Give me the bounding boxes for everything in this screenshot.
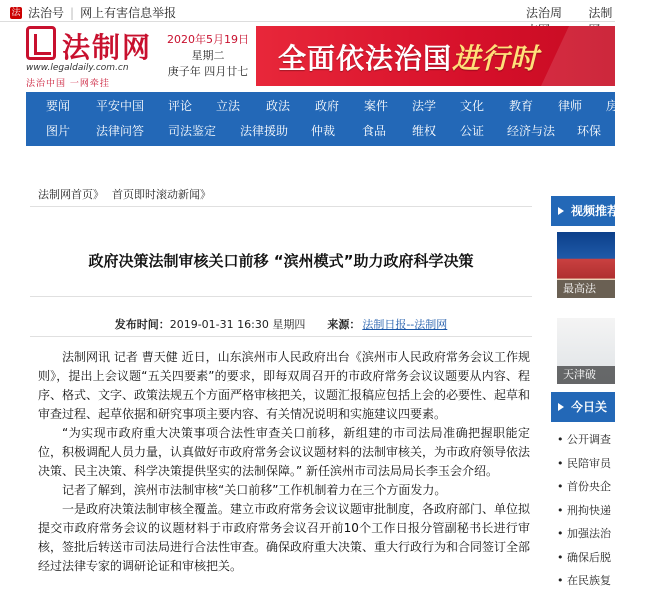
today-section-header (551, 392, 615, 422)
list-item[interactable]: • 民陪审员 (557, 452, 615, 476)
publish-time: 2019-01-31 16:30 星期四 (169, 318, 306, 331)
header-banner[interactable] (256, 26, 615, 86)
list-item[interactable]: • 加强法治 (557, 522, 615, 546)
breadcrumb (38, 186, 211, 202)
sidebar (551, 196, 620, 600)
today-section-title: 今日关 (571, 400, 608, 414)
top-bar-left (10, 4, 176, 21)
top-bar-divider: | (70, 5, 75, 20)
breadcrumb-home-link[interactable]: 法制网首页 (38, 188, 93, 201)
nav-item-weiquan[interactable]: 维权 (412, 124, 437, 138)
article-paragraph: “为实现市政府重大决策事项合法性审查关口前移，新组建的市司法局准确把握职能定位，积极调配人员力量，认真做好市政府常务会议议题材料的法制审核关，为市政府领导依法决策、民主决策、科学决策提供坚实的法制保障。” 新任滨州市司法局局长李玉会介绍。 (38, 426, 531, 478)
nav-item-anjian[interactable]: 案件 (364, 99, 389, 113)
date-lunar: 庚子年 四月廿七 (167, 65, 249, 78)
article-body (38, 348, 530, 576)
fazhihao-icon: 法 (11, 7, 21, 18)
nav-item-zhengfu[interactable]: 政府 (315, 99, 340, 113)
report-harmful-info-link[interactable]: 网上有害信息举报 (80, 6, 177, 20)
logo-mark-icon (26, 26, 56, 60)
triangle-right-icon (558, 403, 564, 411)
triangle-right-icon (558, 207, 564, 215)
logo-text: 法制网 (62, 31, 153, 64)
top-bar (0, 0, 615, 22)
today-news-list (557, 428, 615, 593)
banner-text (278, 37, 539, 77)
date-block (166, 32, 250, 80)
title-divider (30, 296, 532, 297)
source-label: 来源： (327, 318, 361, 331)
nav-item-shipin[interactable]: 食品 (362, 124, 387, 138)
site-header (0, 22, 615, 90)
logo-url: www.legaldaily.com.cn (26, 63, 129, 73)
article-paragraph: 记者了解到，滨州市法制审核“关口前移”工作机制着力在三个方面发力。 (62, 483, 447, 497)
banner-decoration (541, 26, 649, 86)
nav-item-huanbao[interactable]: 环保 (577, 124, 602, 138)
date-gregorian: 2020年5月19日 (167, 33, 249, 46)
video-section-header (551, 196, 620, 226)
nav-item-falvwenda[interactable]: 法律问答 (96, 124, 145, 138)
nav-item-pinglun[interactable]: 评论 (168, 99, 193, 113)
nav-item-wenhua[interactable]: 文化 (460, 99, 485, 113)
main-nav (26, 92, 619, 146)
nav-item-zhongcai[interactable]: 仲裁 (311, 124, 336, 138)
nav-item-jiaoyu[interactable]: 教育 (509, 99, 534, 113)
source-link[interactable]: 法制日报--法制网 (362, 318, 448, 331)
banner-accent-text: 进行时 (452, 42, 540, 75)
breadcrumb-divider (30, 206, 532, 207)
video-section-title: 视频推荐 (571, 204, 620, 218)
nav-item-yaowen[interactable]: 要闻 (46, 99, 71, 113)
nav-item-gongzheng[interactable]: 公证 (460, 124, 485, 138)
list-item[interactable]: • 公开调查 (557, 428, 615, 452)
fazhi-weekend-link[interactable]: 法治周 (526, 6, 563, 20)
legal-daily-link[interactable]: 法制 (588, 6, 613, 20)
logo-slogan: 法治中国 一网牵挂 (26, 79, 110, 89)
breadcrumb-section-link[interactable]: 首页即时滚动新闻 (112, 188, 200, 201)
meta-divider (30, 336, 532, 337)
article-paragraph: 一是政府决策法制审核全覆盖。建立市政府常务会议议题审批制度，各政府部门、单位拟提交市政府常务会议的议题材料于市政府常务会议召开前10个工作日报分管副秘书长进行审核，签批后转送市司法局进行合法性审查。确保政府重大决策、重大行政行为和合同签订全部经过法律专家的调研论证和审核把关。 (38, 502, 531, 573)
publish-time-label: 发布时间： (114, 318, 170, 331)
article-title: 政府决策法制审核关口前移 “滨州模式”助力政府科学决策 (88, 252, 474, 270)
nav-item-pingan[interactable]: 平安中国 (96, 99, 145, 113)
article-paragraph: 法制网讯 记者 曹天健 近日，山东滨州市人民政府出台《滨州市人民政府常务会议工作规则》，提出上会议题“五关四要素”的要求，即每双周召开的市政府常务会议议题要从内容、程序、格式、文字、政策法规五个方面严格审核把关，议题汇报稿应包括上会的必要性、起草和审查过程、起草依据和研究事项主要内容、有关情况说明和实施建议四要素。 (38, 350, 531, 421)
list-item[interactable]: • 确保后脱 (557, 546, 615, 570)
article-meta (30, 316, 532, 332)
nav-item-lvshi[interactable]: 律师 (558, 99, 583, 113)
nav-item-tupian[interactable]: 图片 (46, 124, 71, 138)
breadcrumb-separator: 》 (93, 188, 104, 201)
list-item[interactable]: • 首份央企 (557, 475, 615, 499)
banner-main-text: 全面依法治国 (278, 42, 453, 75)
fazhihao-link[interactable]: 法治号 (28, 6, 65, 20)
video-caption-2[interactable]: 天津破 (557, 366, 615, 384)
nav-item-falvyuanzhu[interactable]: 法律援助 (240, 124, 289, 138)
nav-item-faxue[interactable]: 法学 (412, 99, 437, 113)
nav-row-2 (26, 119, 615, 145)
breadcrumb-separator: 》 (200, 188, 211, 201)
site-logo[interactable] (26, 26, 156, 89)
list-item[interactable]: • 刑拘快递 (557, 499, 615, 523)
nav-item-sifajianding[interactable]: 司法鉴定 (168, 124, 217, 138)
video-caption-1[interactable]: 最高法 (557, 280, 615, 298)
nav-item-jingji[interactable]: 经济与法 (507, 124, 556, 138)
date-weekday: 星期二 (191, 49, 225, 62)
list-item[interactable]: • 在民族复 (557, 569, 615, 593)
nav-item-fang[interactable]: 房 (606, 99, 619, 113)
nav-item-zhengfa[interactable]: 政法 (266, 99, 291, 113)
nav-item-lifa[interactable]: 立法 (216, 99, 241, 113)
nav-row-1 (26, 94, 619, 120)
